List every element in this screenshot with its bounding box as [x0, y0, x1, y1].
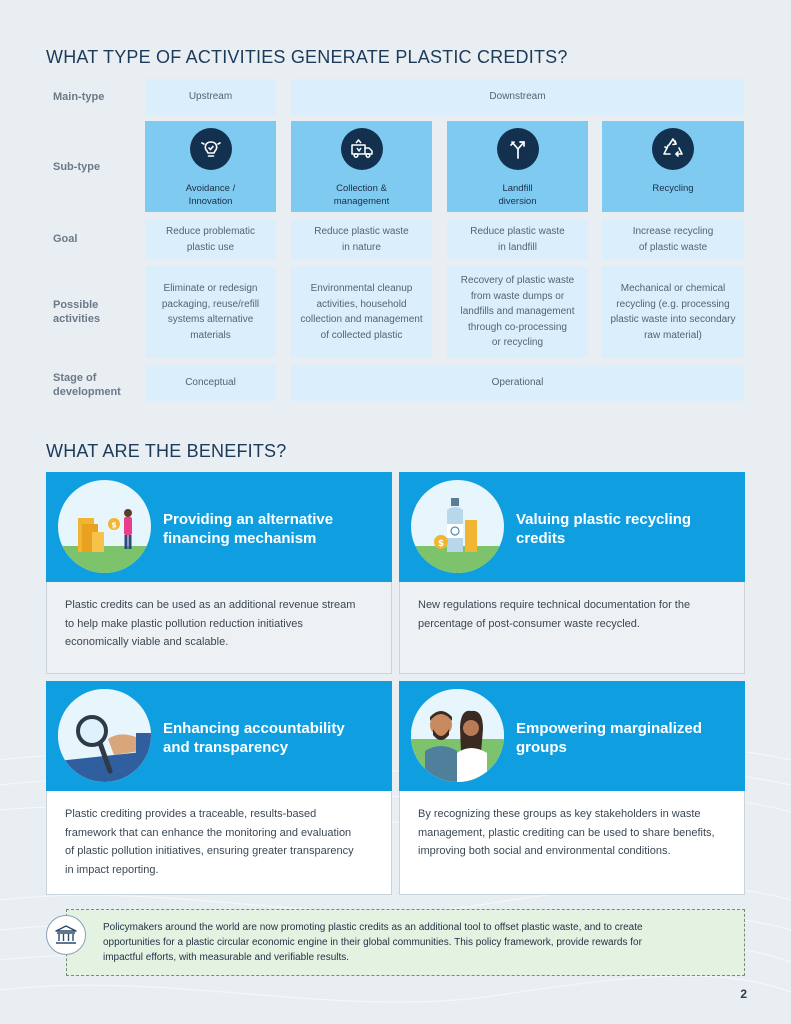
row-label-goal: Goal [53, 233, 78, 245]
row-label-possible-activities: Possible activities [53, 299, 101, 325]
subtype-label: Landfill diversion [498, 183, 537, 207]
main-type-upstream: Upstream [145, 79, 276, 115]
subtype-label: Recycling [652, 183, 694, 194]
subtype-avoidance [145, 121, 276, 212]
government-building-icon [46, 915, 86, 955]
bottle-coins-icon [411, 480, 504, 573]
recycle-icon [652, 128, 694, 170]
activities-cell: Mechanical or chemical recycling (e.g. processing plastic waste into secondary raw material) [602, 266, 744, 358]
policy-callout: Policymakers around the world are now promoting plastic credits as an additional tool to offset plastic waste, and to create opportunities for a plastic circular economic engine in their global communities. This policy framework, provide rewards for impactful efforts, with measurable and verifiable results. [66, 909, 745, 976]
row-label-stage: Stage of development [53, 372, 121, 398]
activities-cell: Eliminate or redesign packaging, reuse/refill systems alternative materials [145, 266, 276, 358]
stage-operational: Operational [291, 365, 744, 401]
benefit-title: Enhancing accountability and transparency [163, 720, 345, 756]
people-icon [411, 689, 504, 782]
benefit-card-recycling-credits [399, 472, 745, 674]
section-title-activities: WHAT TYPE OF ACTIVITIES GENERATE PLASTIC CREDITS? [46, 47, 568, 67]
benefit-title: Valuing plastic recycling credits [516, 511, 692, 547]
section-title-benefits: WHAT ARE THE BENEFITS? [46, 441, 287, 461]
subtype-label: Collection & management [333, 183, 390, 207]
coins-person-icon [58, 480, 151, 573]
benefit-body: New regulations require technical documentation for the percentage of post-consumer waste recycled. [399, 582, 745, 674]
magnifier-hand-icon [58, 689, 151, 782]
svg-text:$: $ [111, 520, 117, 530]
diversion-arrow-icon [497, 128, 539, 170]
benefit-body: By recognizing these groups as key stakeholders in waste management, plastic crediting can be used to share benefits, improving both social and environmental conditions. [399, 791, 745, 895]
row-label-main-type: Main-type [53, 91, 105, 103]
svg-text:$: $ [437, 539, 445, 549]
page-number: 2 [740, 987, 747, 1001]
subtype-label: Avoidance / Innovation [185, 183, 236, 207]
benefit-card-marginalized [399, 681, 745, 895]
row-label-sub-type: Sub-type [53, 161, 101, 173]
activities-cell: Environmental cleanup activities, household collection and management of collected plastic [291, 266, 432, 358]
goal-cell: Increase recycling of plastic waste [602, 219, 744, 260]
benefit-card-financing [46, 472, 392, 674]
subtype-recycling [602, 121, 744, 212]
goal-cell: Reduce plastic waste in landfill [447, 219, 588, 260]
stage-conceptual: Conceptual [145, 365, 276, 401]
subtype-landfill [447, 121, 588, 212]
goal-cell: Reduce problematic plastic use [145, 219, 276, 260]
benefit-body: Plastic credits can be used as an additional revenue stream to help make plastic pollution reduction initiatives economically viable and scalable. [46, 582, 392, 674]
benefit-body: Plastic crediting provides a traceable, results-based framework that can enhance the monitoring and evaluation of plastic pollution initiatives, ensuring greater transparency in impact reporting. [46, 791, 392, 895]
lightbulb-icon [190, 128, 232, 170]
benefit-title: Empowering marginalized groups [516, 720, 702, 756]
benefit-title: Providing an alternative financing mechanism [163, 511, 334, 547]
subtype-collection [291, 121, 432, 212]
benefit-card-accountability [46, 681, 392, 895]
goal-cell: Reduce plastic waste in nature [291, 219, 432, 260]
activities-cell: Recovery of plastic waste from waste dumps or landfills and management through co-processing or recycling [447, 266, 588, 358]
truck-recycle-icon [341, 128, 383, 170]
main-type-downstream: Downstream [291, 79, 744, 115]
